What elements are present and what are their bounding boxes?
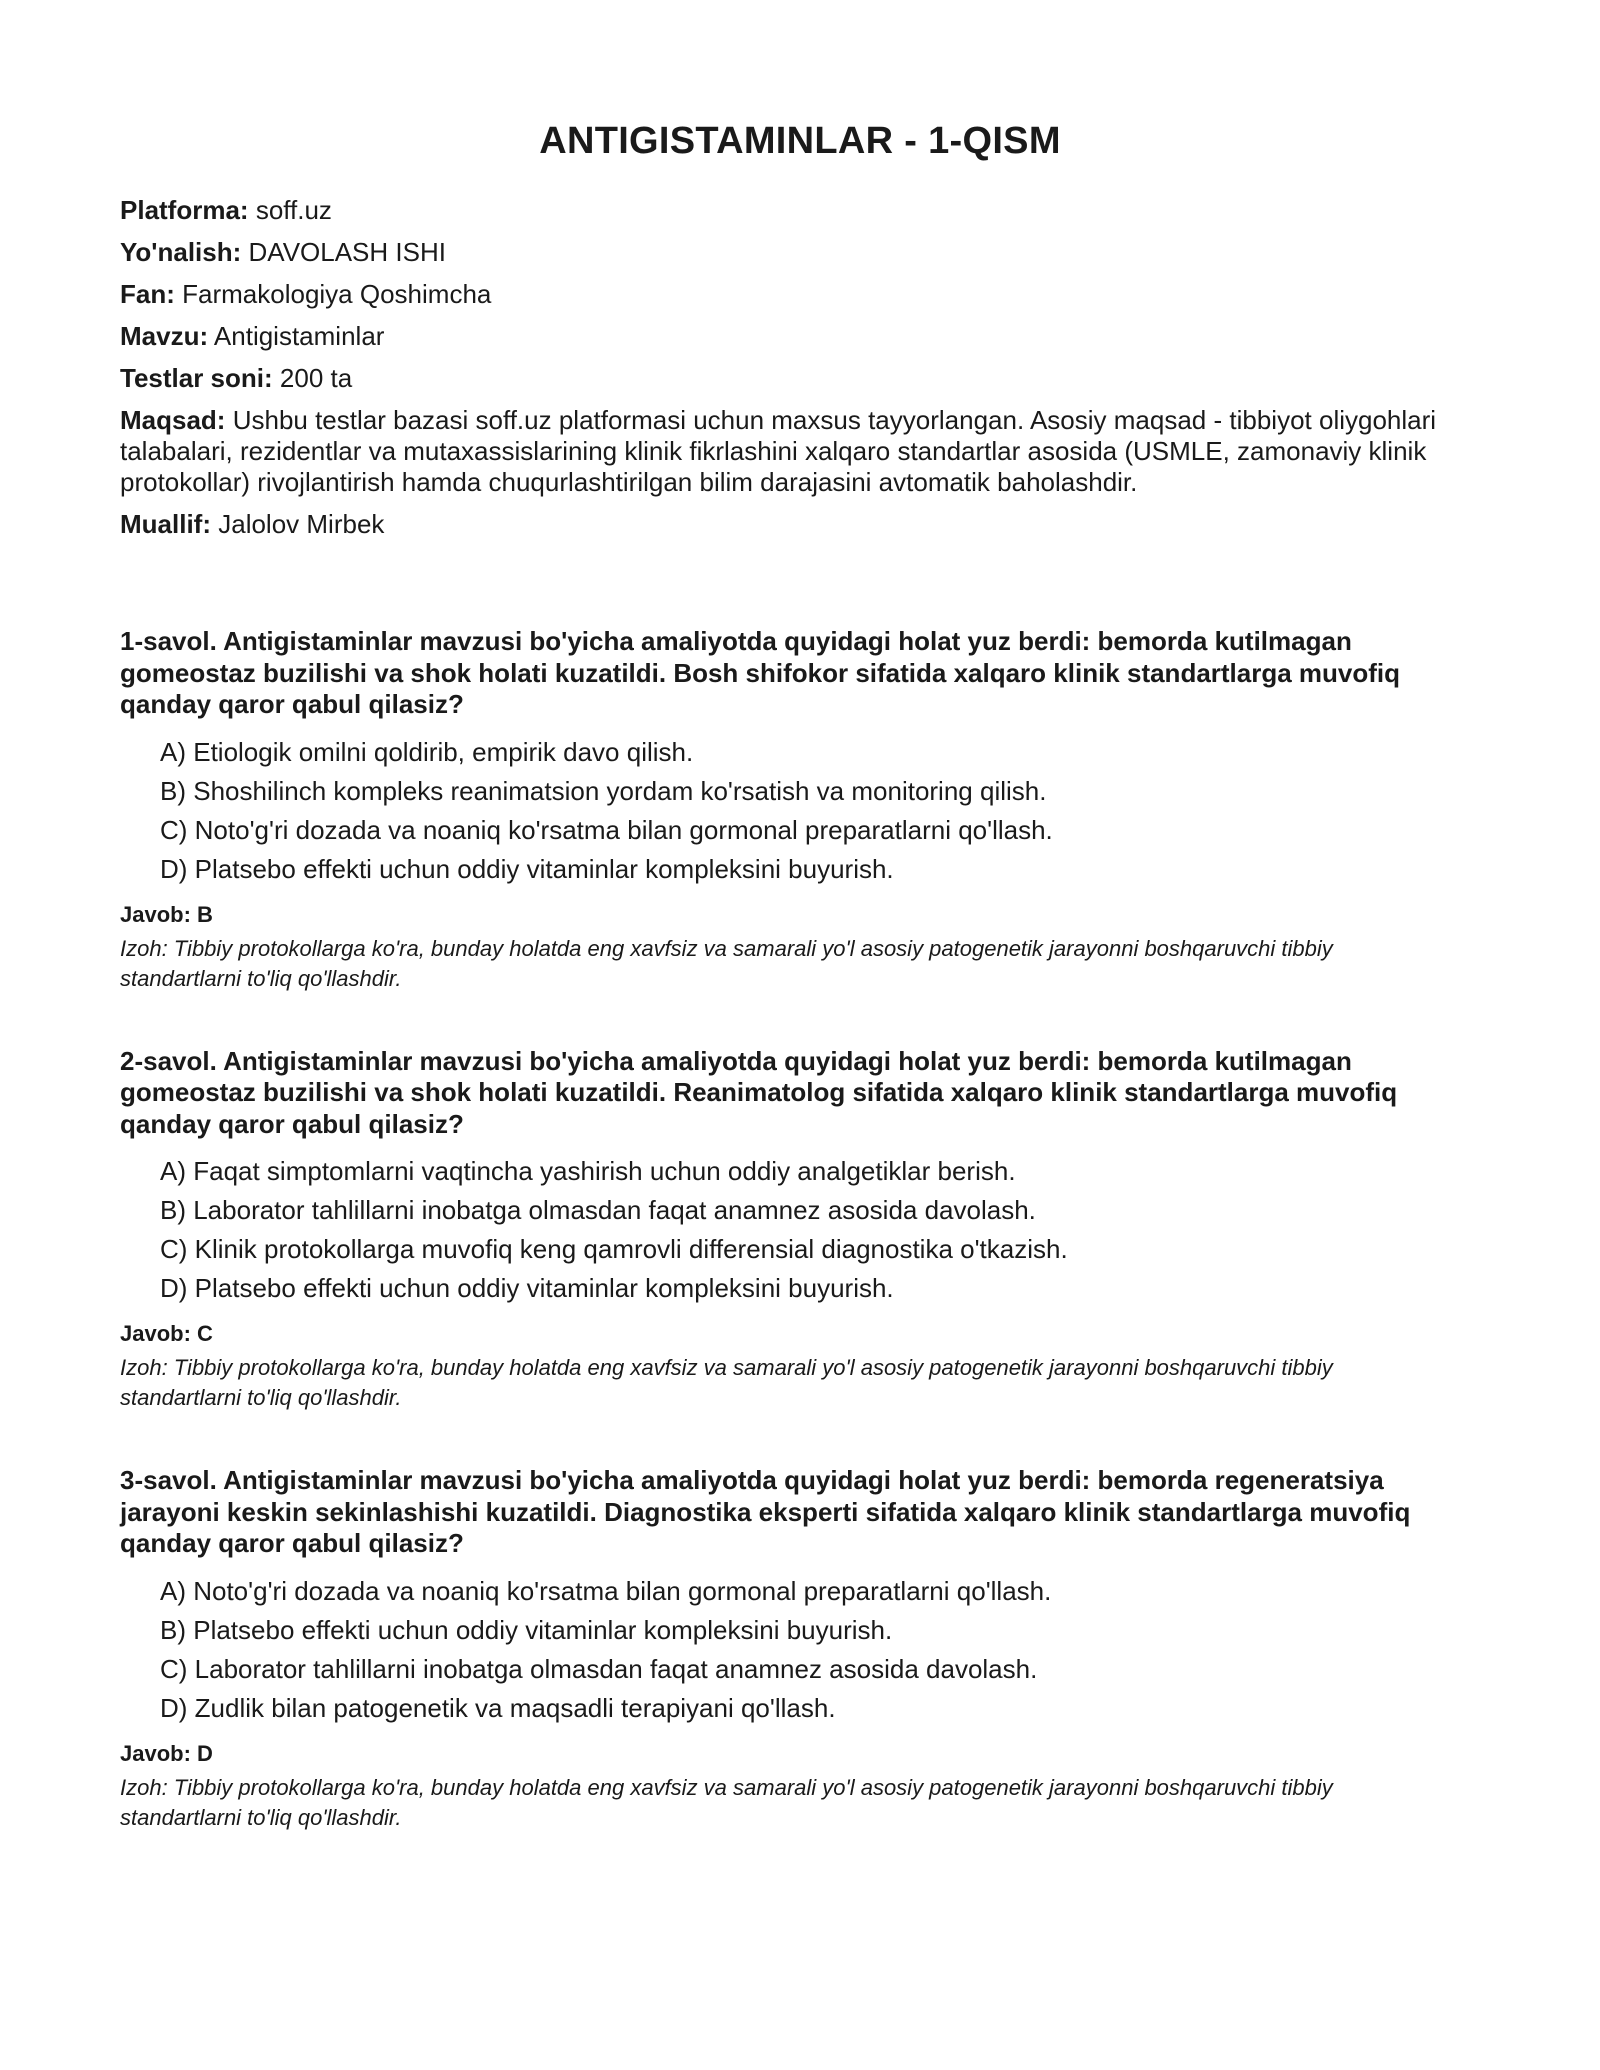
option-a: A) Noto'g'ri dozada va noaniq ko'rsatma bilan gormonal preparatlarni qo'llash. xyxy=(160,1575,1052,1606)
meta-label: Testlar soni: xyxy=(120,363,273,393)
meta-purpose xyxy=(120,405,1480,498)
answer-label: Javob: D xyxy=(120,1740,213,1766)
meta-value: soff.uz xyxy=(255,195,332,225)
explanation-note: Izoh: Tibbiy protokollarga ko'ra, bunday holatda eng xavfsiz va samarali yo'l asosiy patogenetik jarayonni boshqaruvchi tibbiy standartlarni to'liq qo'llashdir. xyxy=(120,935,1333,991)
question-text: 1-savol. Antigistaminlar mavzusi bo'yicha amaliyotda quyidagi holat yuz berdi: bemorda kutilmagan gomeostaz buzilishi va shok holati kuzatildi. Bosh shifokor sifatida xalqaro klinik standartlarga muvofiq qanday qaror qabul qilasiz? xyxy=(120,626,1401,719)
option-a: A) Etiologik omilni qoldirib, empirik davo qilish. xyxy=(160,736,694,767)
option-b: B) Laborator tahlillarni inobatga olmasdan faqat anamnez asosida davolash. xyxy=(160,1195,1036,1225)
meta-author xyxy=(120,509,1480,540)
meta-value: 200 ta xyxy=(279,363,353,393)
document-title: ANTIGISTAMINLAR - 1-QISM xyxy=(539,120,1061,162)
option-a: A) Faqat simptomlarni vaqtincha yashirish uchun oddiy analgetiklar berish. xyxy=(160,1156,1016,1186)
meta-value: Jalolov Mirbek xyxy=(218,509,385,539)
meta-value: Antigistaminlar xyxy=(213,321,385,351)
meta-subject xyxy=(120,279,1480,310)
option-d: D) Platsebo effekti uchun oddiy vitaminlar kompleksini buyurish. xyxy=(160,1273,894,1303)
question-item xyxy=(120,1465,1480,1833)
meta-label: Maqsad: xyxy=(120,405,226,435)
answer-label: Javob: C xyxy=(120,1321,213,1346)
meta-label: Yo'nalish: xyxy=(120,237,242,267)
explanation-note: Izoh: Tibbiy protokollarga ko'ra, bunday holatda eng xavfsiz va samarali yo'l asosiy patogenetik jarayonni boshqaruvchi tibbiy standartlarni to'liq qo'llashdir. xyxy=(120,1774,1333,1830)
meta-value: DAVOLASH ISHI xyxy=(248,237,446,267)
option-d: D) Zudlik bilan patogenetik va maqsadli terapiyani qo'llash. xyxy=(160,1692,836,1723)
options-list xyxy=(120,1152,1480,1308)
meta-label: Muallif: xyxy=(120,509,211,539)
questions-list xyxy=(120,626,1480,1833)
meta-label: Platforma: xyxy=(120,195,249,225)
metadata-block xyxy=(120,195,1480,540)
question-text: 2-savol. Antigistaminlar mavzusi bo'yicha amaliyotda quyidagi holat yuz berdi: bemorda kutilmagan gomeostaz buzilishi va shok holati kuzatildi. Reanimatolog sifatida xalqaro klinik standartlarga muvofiq qanday qaror qabul qilasiz? xyxy=(120,1045,1398,1139)
option-d: D) Platsebo effekti uchun oddiy vitaminlar kompleksini buyurish. xyxy=(160,853,894,884)
meta-direction xyxy=(120,237,1480,268)
option-c: C) Klinik protokollarga muvofiq keng qamrovli differensial diagnostika o'tkazish. xyxy=(160,1234,1068,1264)
option-b: B) Platsebo effekti uchun oddiy vitaminlar kompleksini buyurish. xyxy=(160,1614,893,1645)
meta-test-count xyxy=(120,363,1480,394)
option-c: C) Noto'g'ri dozada va noaniq ko'rsatma bilan gormonal preparatlarni qo'llash. xyxy=(160,814,1053,845)
meta-value: Farmakologiya Qoshimcha xyxy=(182,279,492,309)
answer-label: Javob: B xyxy=(120,901,213,927)
question-item xyxy=(120,626,1480,994)
meta-value: Ushbu testlar bazasi soff.uz platformasi uchun maxsus tayyorlangan. Asosiy maqsad - tibbiyot oliygohlari talabalari, rezidentlar va mutaxassislarining klinik fikrlashini xalqaro standartlar asosida (USMLE, zamonaviy klinik protokollar) rivojlantirish hamda chuqurlashtirilgan bilim darajasini avtomatik baholashdir. xyxy=(120,405,1437,497)
question-text: 3-savol. Antigistaminlar mavzusi bo'yicha amaliyotda quyidagi holat yuz berdi: bemorda regeneratsiya jarayoni keskin sekinlashishi kuzatildi. Diagnostika eksperti sifatida xalqaro klinik standartlarga muvofiq qanday qaror qabul qilasiz? xyxy=(120,1465,1411,1558)
question-item xyxy=(120,1046,1480,1414)
meta-label: Fan: xyxy=(120,279,175,309)
meta-topic xyxy=(120,321,1480,352)
explanation-note: Izoh: Tibbiy protokollarga ko'ra, bunday holatda eng xavfsiz va samarali yo'l asosiy patogenetik jarayonni boshqaruvchi tibbiy standartlarni to'liq qo'llashdir. xyxy=(120,1355,1333,1410)
meta-label: Mavzu: xyxy=(120,321,209,351)
options-list xyxy=(120,1572,1480,1728)
meta-platform xyxy=(120,195,1480,226)
option-c: C) Laborator tahlillarni inobatga olmasdan faqat anamnez asosida davolash. xyxy=(160,1653,1038,1684)
options-list xyxy=(120,733,1480,889)
option-b: B) Shoshilinch kompleks reanimatsion yordam ko'rsatish va monitoring qilish. xyxy=(160,775,1047,806)
